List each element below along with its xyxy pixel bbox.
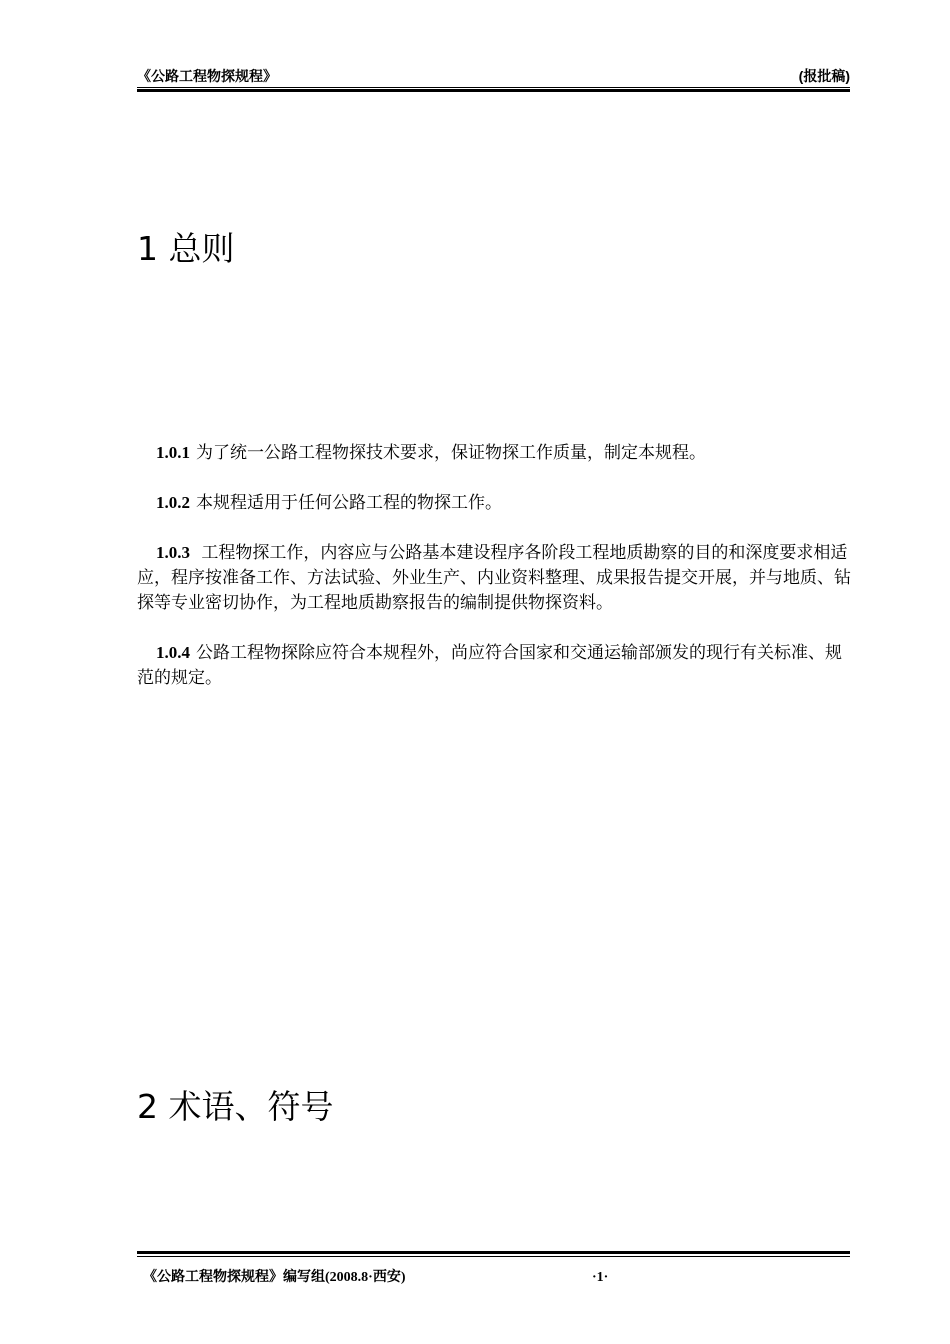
clause-number: 1.0.2 [156, 493, 190, 512]
clause-text: 工程物探工作，内容应与公路基本建设程序各阶段工程地质勘察的目的和深度要求相适应，程序按准备工作、方法试验、外业生产、内业资料整理、成果报告提交开展，并与地质、钻探等专业密切协作，为工程地质勘察报告的编制提供物探资料。 [137, 543, 851, 613]
clause-number: 1.0.1 [156, 443, 190, 462]
header-document-title: 《公路工程物探规程》 [137, 68, 277, 84]
clause-text: 为了统一公路工程物探技术要求，保证物探工作质量，制定本规程。 [196, 443, 706, 463]
page-header [137, 66, 850, 86]
page-number: ·1· [592, 1270, 609, 1285]
clause-number: 1.0.4 [156, 643, 190, 662]
chapter-2-heading: 2 术语、符号 [137, 1087, 334, 1126]
chapter-1-heading: 1 总则 [137, 229, 235, 268]
clause-1-0-2 [137, 490, 853, 516]
footer-rule-thick [137, 1251, 850, 1254]
clause-text: 公路工程物探除应符合本规程外，尚应符合国家和交通运输部颁发的现行有关标准、规范的规定。 [137, 643, 842, 688]
clause-1-0-4 [137, 640, 853, 691]
clause-number: 1.0.3 [156, 543, 190, 562]
header-rule-thick [137, 89, 850, 92]
header-rule-thin [137, 87, 850, 88]
header-draft-status: (报批稿) [798, 68, 850, 84]
footer-editorial-group: 《公路工程物探规程》编写组(2008.8·西安) [143, 1270, 406, 1285]
footer-rule-thin [137, 1256, 850, 1257]
clause-text: 本规程适用于任何公路工程的物探工作。 [196, 493, 502, 513]
clause-1-0-3 [137, 540, 853, 616]
clause-1-0-1 [137, 440, 853, 466]
